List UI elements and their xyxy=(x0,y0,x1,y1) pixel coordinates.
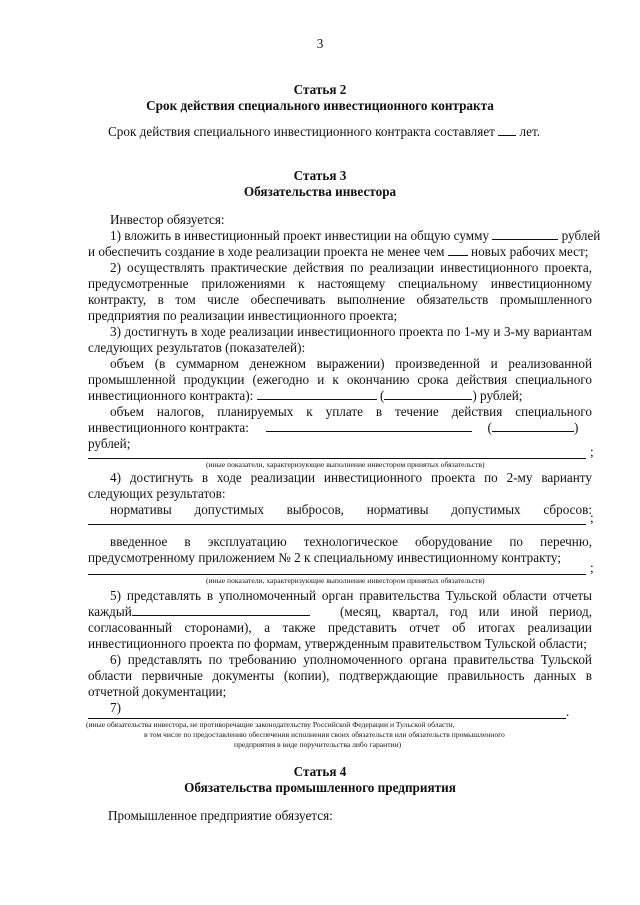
article3-title: Обязательства инвестора xyxy=(243,184,397,199)
p4-line2: следующих результатов: xyxy=(88,486,226,501)
p3a-line1: объем (в суммарном денежном выражении) произведенной и реализованной xyxy=(110,356,592,371)
other-obligations-note-line2: в том числе по предоставлению обеспечения исполнения своих обязательств или обязательств промышленного xyxy=(144,730,505,739)
taxes-words-blank xyxy=(492,420,574,432)
p7-period: . xyxy=(566,704,570,719)
p2-line3: контракту, в том числе обеспечивать выполнение обязательств промышленного xyxy=(88,292,592,307)
article4-heading: Статья 4 xyxy=(293,764,347,779)
p4b-line2: предусмотренному приложением № 2 к специальному инвестиционному контракту; xyxy=(88,550,562,565)
p1-line2: и обеспечить создание в ходе реализации проекта не менее чем новых рабочих мест; xyxy=(88,244,589,259)
indicators-blank-line xyxy=(88,458,586,459)
p3-line1: 3) достигнуть в ходе реализации инвестиционного проекта по 1-му и 3-му вариантам xyxy=(110,324,592,339)
article4-title: Обязательства промышленного предприятия xyxy=(184,780,456,795)
other-obligations-blank-line xyxy=(88,718,566,719)
p5-line3: согласованный сторонами), а также представить отчет об итогах реализации xyxy=(88,620,592,635)
investment-sum-blank xyxy=(492,228,558,240)
indicators-semicolon: ; xyxy=(590,444,594,459)
report-period-blank xyxy=(132,604,310,616)
p2-line1: 2) осуществлять практические действия по реализации инвестиционного проекта, xyxy=(110,260,592,275)
p5-line4: инвестиционного проекта по формам, утвержденным правительством Тульской области; xyxy=(88,636,587,651)
p2-line4: предприятия по реализации инвестиционного проекта; xyxy=(88,308,398,323)
p6-line2: области первичные документы (копии), подтверждающие правильность данных в xyxy=(88,668,592,683)
results-note: (иные показатели, характеризующие выполнение инвестором принятых обязательств) xyxy=(206,576,485,585)
p2-line2: предусмотренные приложениями к настоящему специальному инвестиционному xyxy=(88,276,592,291)
p3b-line1: объем налогов, планируемых к уплате в течение действия специального xyxy=(110,404,592,419)
p3-line2: следующих результатов (показателей): xyxy=(88,340,306,355)
p3b-line2: инвестиционного контракта: ( ) xyxy=(88,420,579,435)
p5-line2: каждый xyxy=(88,604,310,620)
article3-heading: Статья 3 xyxy=(293,168,347,183)
p5-line1: 5) представлять в уполномоченный орган правительства Тульской области отчеты xyxy=(110,588,592,603)
results-semicolon: ; xyxy=(590,560,594,575)
p7-label: 7) xyxy=(110,700,121,715)
p4-line1: 4) достигнуть в ходе реализации инвестиционного проекта по 2-му варианту xyxy=(110,470,592,485)
years-blank xyxy=(498,124,516,136)
p3a-line2: промышленной продукции (ежегодно и к окончанию срока действия специального xyxy=(88,372,592,387)
results-blank-line xyxy=(88,574,586,575)
p3a-line3: инвестиционного контракта): ( ) рублей; xyxy=(88,388,523,403)
emissions-semicolon: ; xyxy=(590,510,594,525)
p3b-line3: рублей; xyxy=(88,436,131,451)
p1-line1: 1) вложить в инвестиционный проект инвестиции на общую сумму рублей xyxy=(110,228,601,243)
p6-line1: 6) представлять по требованию уполномоченного органа правительства Тульской xyxy=(110,652,592,667)
production-sum-blank xyxy=(257,388,377,400)
article2-text: Срок действия специального инвестиционного контракта составляет лет. xyxy=(108,124,541,139)
article2-heading: Статья 2 xyxy=(293,82,347,97)
taxes-sum-blank xyxy=(266,420,472,432)
production-words-blank xyxy=(384,388,472,400)
other-obligations-note-line3: предприятия в виде поручительства либо гарантии) xyxy=(234,740,402,749)
indicators-note: (иные показатели, характеризующие выполнение инвестором принятых обязательств) xyxy=(206,460,485,469)
p6-line3: отчетной документации; xyxy=(88,684,227,699)
p4a-line: нормативы допустимых выбросов, нормативы допустимых сбросов: xyxy=(110,502,592,517)
article2-title: Срок действия специального инвестиционного контракта xyxy=(146,98,494,113)
other-obligations-note-line1: (иные обязательства инвестора, не противоречащие законодательству Российской Федерации и Тульской области, xyxy=(86,720,455,729)
article4-intro: Промышленное предприятие обязуется: xyxy=(108,808,333,823)
article3-intro: Инвестор обязуется: xyxy=(110,212,225,227)
jobs-blank xyxy=(448,244,468,256)
emissions-blank-line xyxy=(88,524,586,525)
p5-line2-end: (месяц, квартал, год или иной период, xyxy=(340,604,592,619)
page-number: 3 xyxy=(316,36,324,51)
p4b-line1: введенное в эксплуатацию технологическое оборудование по перечню, xyxy=(110,534,592,549)
